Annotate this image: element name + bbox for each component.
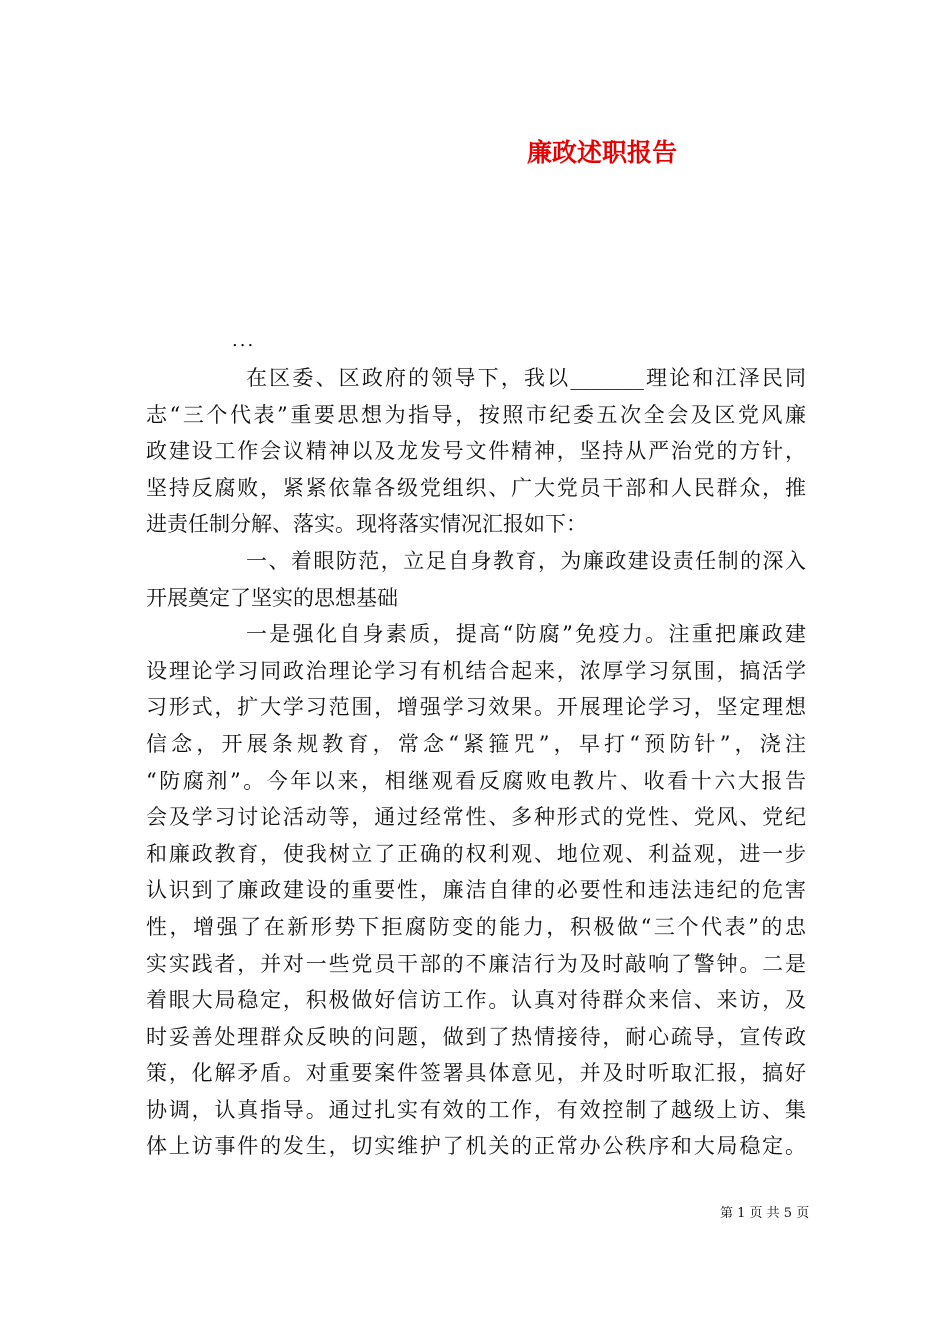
body-line: 志“三个代表”重要思想为指导，按照市纪委五次全会及区党风廉 xyxy=(146,402,806,427)
ellipsis-marker: ... xyxy=(232,330,256,351)
body-line: 时妥善处理群众反映的问题，做到了热情接待，耐心疏导，宣传政 xyxy=(146,1024,806,1049)
body-line: 性，增强了在新形势下拒腐防变的能力，积极做“三个代表”的忠 xyxy=(146,914,806,939)
body-line: 体上访事件的发生，切实维护了机关的正常办公秩序和大局稳定。 xyxy=(146,1134,806,1159)
body-line: 协调，认真指导。通过扎实有效的工作，有效控制了越级上访、集 xyxy=(146,1097,806,1122)
body-line: 习形式，扩大学习范围，增强学习效果。开展理论学习，坚定理想 xyxy=(146,695,806,720)
body-line: 坚持反腐败，紧紧依靠各级党组织、广大党员干部和人民群众，推 xyxy=(146,475,806,500)
document-title: 廉政述职报告 xyxy=(527,138,678,167)
body-line: 在区委、区政府的领导下，我以_______理论和江泽民同 xyxy=(246,366,806,390)
body-line: 和廉政教育，使我树立了正确的权利观、地位观、利益观，进一步 xyxy=(146,841,806,866)
body-line: 认识到了廉政建设的重要性，廉洁自律的必要性和违法违纪的危害 xyxy=(146,878,806,903)
body-line: 政建设工作会议精神以及龙发号文件精神，坚持从严治党的方针， xyxy=(146,439,806,464)
page-number-footer: 第 1 页 共 5 页 xyxy=(720,1206,810,1221)
body-line: 信念，开展条规教育，常念“紧箍咒”，早打“预防针”，浇注 xyxy=(146,731,806,756)
body-line: 设理论学习同政治理论学习有机结合起来，浓厚学习氛围，搞活学 xyxy=(146,658,806,683)
section-heading-line: 开展奠定了坚实的思想基础 xyxy=(146,585,398,610)
body-line: 策，化解矛盾。对重要案件签署具体意见，并及时听取汇报，搞好 xyxy=(146,1061,806,1086)
body-line: 会及学习讨论活动等，通过经常性、多种形式的党性、党风、党纪 xyxy=(146,805,806,830)
document-body xyxy=(146,360,806,1165)
body-line: “防腐剂”。今年以来，相继观看反腐败电教片、收看十六大报告 xyxy=(146,768,806,793)
body-line: 一是强化自身素质，提高“防腐”免疫力。注重把廉政建 xyxy=(246,622,806,647)
body-line: 着眼大局稳定，积极做好信访工作。认真对待群众来信、来访，及 xyxy=(146,988,806,1013)
body-line: 进责任制分解、落实。现将落实情况汇报如下： xyxy=(146,512,587,537)
body-line: 实实践者，并对一些党员干部的不廉洁行为及时敲响了警钟。二是 xyxy=(146,951,806,976)
section-heading-line: 一、着眼防范，立足自身教育，为廉政建设责任制的深入 xyxy=(246,548,806,573)
